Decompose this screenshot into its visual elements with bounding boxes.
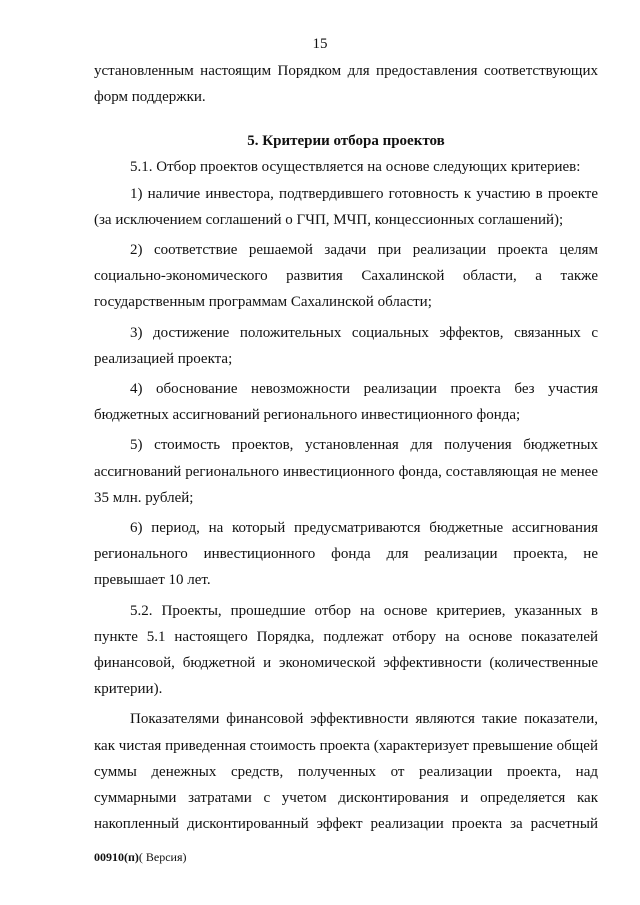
section-heading: 5. Критерии отбора проектов <box>247 133 445 150</box>
page-number: 15 <box>312 36 328 52</box>
paragraph-continuation: установленным настоящим Порядком для предоставления соответствующих форм поддержки. <box>94 63 598 106</box>
document-version: ( Версия) <box>138 850 187 864</box>
criterion-5: 5) стоимость проектов, установленная для получения бюджетных ассигнований регионального инвестиционного фонда, составляющая не менее 35 млн. рублей; <box>94 437 598 506</box>
criterion-1: 1) наличие инвестора, подтвердившего готовность к участию в проекте (за исключением соглашений о ГЧП, МЧП, концессионных соглашений); <box>94 185 598 228</box>
paragraph-5-1: 5.1. Отбор проектов осуществляется на основе следующих критериев: <box>130 159 581 176</box>
criterion-2: 2) соответствие решаемой задачи при реализации проекта целям социально-экономического развития Сахалинской области, а также государственным программам Сахалинской области; <box>94 242 598 311</box>
document-body <box>94 58 598 837</box>
criterion-4: 4) обоснование невозможности реализации проекта без участия бюджетных ассигнований регионального инвестиционного фонда; <box>94 381 598 424</box>
criterion-3: 3) достижение положительных социальных эффектов, связанных с реализацией проекта; <box>94 324 598 367</box>
paragraph-financial-efficiency: Показателями финансовой эффективности являются такие показатели, как чистая приведенная стоимость проекта (характеризует превышение общей суммы денежных средств, полученных от реализации проекта, над суммарными затратами с учетом дисконтирования и определяется как накопленный дисконтированный эффект реализации проекта за расчетный <box>94 711 598 833</box>
paragraph-5-2: 5.2. Проекты, прошедшие отбор на основе критериев, указанных в пункте 5.1 настоящего Порядка, подлежат отбору на основе показателей финансовой, бюджетной и экономической эффективности (количественные критерии). <box>94 602 598 698</box>
document-footer <box>94 849 187 865</box>
document-code: 00910(п) <box>94 850 139 864</box>
criterion-6: 6) период, на который предусматриваются бюджетные ассигнования регионального инвестиционного фонда для реализации проекта, не превышает 10 лет. <box>94 520 598 589</box>
